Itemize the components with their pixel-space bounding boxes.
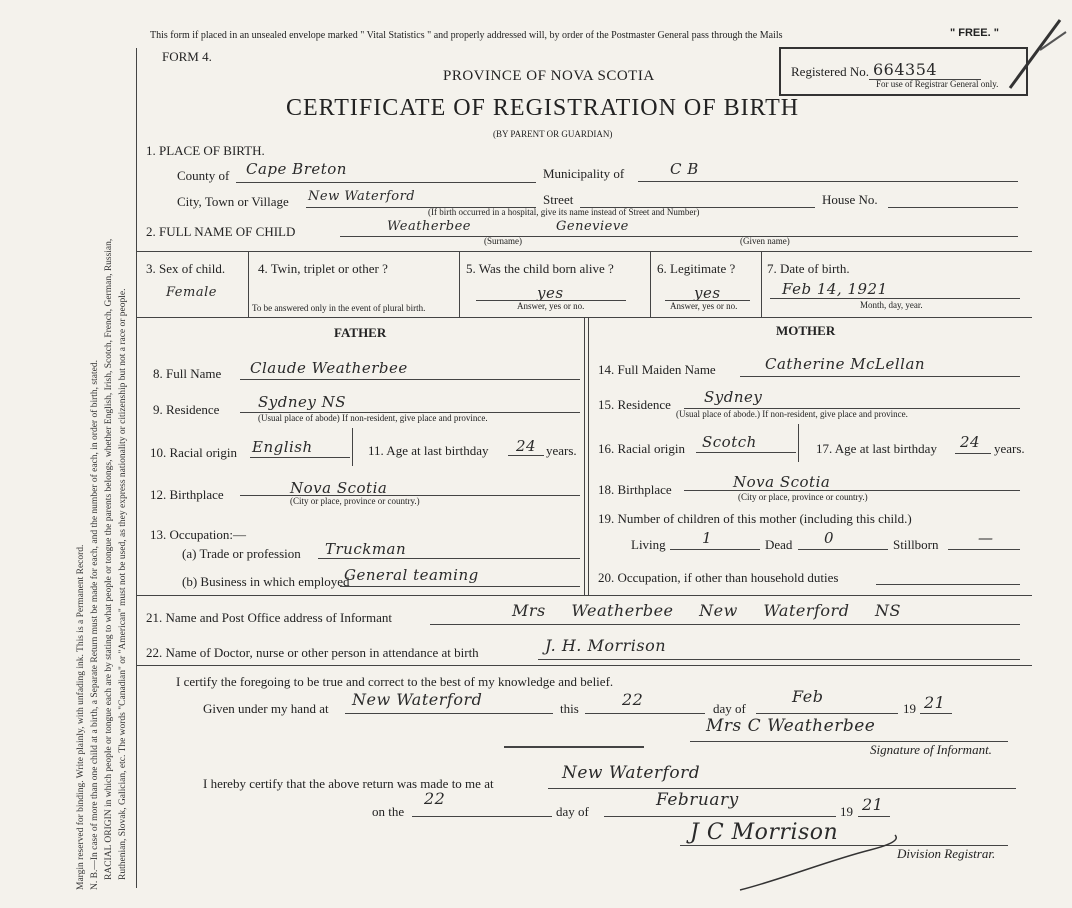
- form-number: FORM 4.: [162, 49, 212, 64]
- city-value: New Waterford: [308, 189, 416, 204]
- mother-age-value: 24: [960, 433, 981, 451]
- father-trade-label: (a) Trade or profession: [182, 546, 301, 561]
- given-year-prefix: 19: [903, 701, 916, 716]
- informant-label: 21. Name and Post Office address of Informant: [146, 610, 392, 625]
- father-name-label: 8. Full Name: [153, 366, 222, 381]
- registered-box: [779, 47, 1028, 96]
- living-value: 1: [702, 529, 713, 547]
- mother-racial-value: Scotch: [702, 433, 757, 451]
- mother-birthplace-value: Nova Scotia: [733, 473, 831, 491]
- registered-number: 664354: [873, 60, 938, 79]
- side-note-4: Ruthenian, Slovak, Galician, etc. The words "Canadian" or "American" must not be used, as they express nationality or citizenship but not a race or people.: [118, 288, 128, 880]
- dead-value: 0: [824, 529, 835, 547]
- house-label: House No.: [822, 192, 878, 207]
- given-note: (Given name): [740, 236, 790, 246]
- father-birthplace-label: 12. Birthplace: [150, 487, 224, 502]
- father-business-label: (b) Business in which employed: [182, 574, 350, 589]
- father-occupation-label: 13. Occupation:—: [150, 527, 247, 542]
- legit-note: Answer, yes or no.: [670, 301, 738, 311]
- father-residence-value: Sydney NS: [258, 393, 347, 411]
- sex-value: Female: [166, 285, 217, 300]
- stillborn-value: —: [978, 529, 994, 547]
- municipality-label: Municipality of: [543, 166, 625, 181]
- sex-label: 3. Sex of child.: [146, 261, 226, 276]
- mother-residence-value: Sydney: [704, 388, 763, 406]
- father-birthplace-value: Nova Scotia: [290, 479, 388, 497]
- province-title: PROVINCE OF NOVA SCOTIA: [443, 68, 655, 84]
- side-note-2: N. B.—In case of more than one child at a birth, a Separate Return must be made for each, and the number of each, in order of birth, stated.: [90, 360, 100, 890]
- alive-note: Answer, yes or no.: [517, 301, 585, 311]
- father-residence-label: 9. Residence: [153, 402, 220, 417]
- dead-label: Dead: [765, 537, 793, 552]
- mother-heading: MOTHER: [776, 323, 836, 338]
- mother-birthplace-label: 18. Birthplace: [598, 482, 672, 497]
- date-value: Feb 14, 1921: [782, 280, 888, 298]
- mother-age-label: 17. Age at last birthday: [816, 441, 937, 456]
- registrar-day: 22: [424, 789, 446, 808]
- certify-text: I certify the foregoing to be true and correct to the best of my knowledge and belief.: [176, 674, 614, 689]
- father-racial-value: English: [252, 438, 313, 456]
- doctor-label: 22. Name of Doctor, nurse or other person in attendance at birth: [146, 645, 479, 660]
- county-label: County of: [177, 168, 230, 183]
- left-margin-line: [136, 48, 137, 888]
- registrar-month: February: [656, 790, 739, 810]
- father-heading: FATHER: [334, 325, 387, 340]
- given-month: Feb: [792, 687, 824, 706]
- given-day-of-label: day of: [713, 701, 746, 716]
- postal-note: This form if placed in an unsealed envelope marked " Vital Statistics " and properly addressed will, by order of the Postmaster General pass through the Mails: [150, 30, 783, 41]
- registered-label: Registered No.: [791, 64, 869, 79]
- city-label: City, Town or Village: [177, 194, 289, 209]
- registrar-day-of-label: day of: [556, 804, 589, 819]
- stillborn-label: Stillborn: [893, 537, 939, 552]
- child-name-label: 2. FULL NAME OF CHILD: [146, 224, 296, 239]
- registrar-year-prefix: 19: [840, 804, 853, 819]
- twin-label: 4. Twin, triplet or other ?: [258, 261, 388, 276]
- mother-name-label: 14. Full Maiden Name: [598, 362, 716, 377]
- doctor-value: J. H. Morrison: [545, 636, 667, 655]
- registrar-place: New Waterford: [562, 763, 701, 783]
- twin-note: To be answered only in the event of plural birth.: [252, 303, 426, 313]
- father-age-value: 24: [516, 437, 537, 455]
- mother-residence-label: 15. Residence: [598, 397, 671, 412]
- surname-note: (Surname): [484, 236, 522, 246]
- legit-label: 6. Legitimate ?: [657, 261, 736, 276]
- registrar-signature: J C Morrison: [690, 820, 839, 845]
- mother-years: years.: [994, 441, 1025, 456]
- mother-occupation-label: 20. Occupation, if other than household duties: [598, 570, 839, 585]
- father-business-value: General teaming: [344, 566, 479, 584]
- given-place: New Waterford: [352, 690, 483, 709]
- mother-name-value: Catherine McLellan: [765, 355, 926, 373]
- father-trade-value: Truckman: [325, 540, 407, 558]
- father-age-label: 11. Age at last birthday: [368, 443, 489, 458]
- father-birthplace-note: (City or place, province or country.): [290, 496, 420, 506]
- date-label: 7. Date of birth.: [767, 261, 850, 276]
- hospital-note: (If birth occurred in a hospital, give its name instead of Street and Number): [428, 207, 700, 217]
- mother-birthplace-note: (City or place, province or country.): [738, 492, 868, 502]
- given-label: Given under my hand at: [203, 701, 329, 716]
- child-surname: Weatherbee: [387, 219, 471, 234]
- registrar-year: 21: [862, 795, 884, 814]
- free-label: " FREE. ": [950, 27, 999, 39]
- street-label: Street: [543, 192, 574, 207]
- registered-note: For use of Registrar General only.: [876, 79, 999, 89]
- municipality-value: C B: [670, 160, 699, 178]
- place-label: 1. PLACE OF BIRTH.: [146, 143, 265, 158]
- side-note-3: RACIAL ORIGIN in which people or tongue each are by stating to what people or tongue the parents belongs, whether English, Irish, Scotch, French, German, Russian,: [104, 238, 114, 880]
- alive-value: yes: [537, 284, 564, 302]
- county-value: Cape Breton: [246, 160, 347, 178]
- father-racial-label: 10. Racial origin: [150, 445, 238, 460]
- mother-residence-note: (Usual place of abode.) If non-resident, give place and province.: [676, 409, 908, 419]
- mother-children-label: 19. Number of children of this mother (including this child.): [598, 511, 912, 526]
- on-the-label: on the: [372, 804, 405, 819]
- legit-value: yes: [694, 284, 721, 302]
- informant-value: Mrs Weatherbee New Waterford NS: [512, 601, 901, 620]
- this-label: this: [560, 701, 579, 716]
- certificate-title: CERTIFICATE OF REGISTRATION OF BIRTH: [286, 95, 800, 121]
- child-given: Genevieve: [556, 219, 629, 234]
- certificate-subtitle: (BY PARENT OR GUARDIAN): [493, 129, 613, 139]
- father-years: years.: [546, 443, 577, 458]
- side-note-1: Margin reserved for binding. Write plainly, with unfading ink. This is a Permanent Record.: [76, 544, 86, 890]
- date-note: Month, day, year.: [860, 300, 923, 310]
- registrar-text: I hereby certify that the above return was made to me at: [203, 776, 494, 791]
- father-residence-note: (Usual place of abode) If non-resident, give place and province.: [258, 413, 488, 423]
- living-label: Living: [631, 537, 666, 552]
- informant-signature: Mrs C Weatherbee: [706, 716, 876, 736]
- given-year: 21: [924, 693, 946, 712]
- registrar-signature-label: Division Registrar.: [897, 846, 996, 861]
- informant-signature-label: Signature of Informant.: [870, 742, 992, 757]
- father-name-value: Claude Weatherbee: [250, 359, 408, 377]
- alive-label: 5. Was the child born alive ?: [466, 261, 614, 276]
- mother-racial-label: 16. Racial origin: [598, 441, 686, 456]
- given-day: 22: [622, 690, 644, 709]
